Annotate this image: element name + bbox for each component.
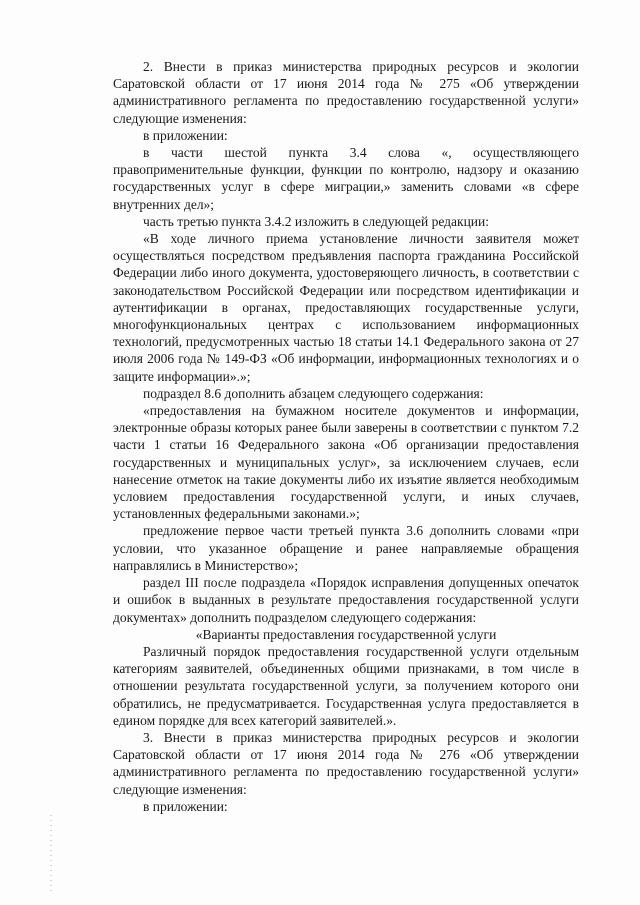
subheading-service-variants: «Варианты предоставления государственной услуги [195, 626, 497, 642]
paragraph-item-2: 2. Внести в приказ министерства природных ресурсов и экологии Саратовской области от 17 июня 2014 года № 275 «Об утверждении административного регламента по предоставлению государственной услуги» следующие изменения: [113, 59, 579, 126]
paragraph-sentence-first: предложение первое части третьей пункта 3.6 дополнить словами «при условии, что указанное обращение и ранее направляемые обращения направлялись в Министерство»; [113, 523, 579, 573]
paragraph-quote-personal-reception: «В ходе личного приема установление личности заявителя может осуществляться посредством предъявления паспорта гражданина Российской Федерации либо иного документа, удостоверяющего личность, в соответствии с законодательством Российской Федерации или посредством идентификации и аутентификации в органах, предоставляющих государственные услуги, многофункциональных центрах с использованием информационных технологий, предусмотренных частью 18 статьи 14.1 Федерального закона от 27 июля 2006 года № 149-ФЗ «Об информации, информационных технологиях и о защите информации».»; [113, 231, 579, 384]
paragraph-section-iii: раздел III после подраздела «Порядок исправления допущенных опечаток и ошибок в выданных в результате предоставления государственной услуги документах» дополнить подразделом следующего содержания: [113, 575, 579, 625]
paragraph-in-appendix-2: в приложении: [143, 798, 228, 814]
document-body [113, 58, 579, 815]
paragraph-item-3: 3. Внести в приказ министерства природных ресурсов и экологии Саратовской области от 17 июня 2014 года № 276 «Об утверждении административного регламента по предоставлению государственной услуги» следующие изменения: [113, 729, 579, 797]
scan-margin-artifact [50, 815, 52, 895]
paragraph-subsection-8-6: подраздел 8.6 дополнить абзацем следующего содержания: [143, 385, 484, 401]
paragraph-in-appendix: в приложении: [143, 127, 228, 143]
paragraph-different-order: Различный порядок предоставления государственной услуги отдельным категориям заявителей, объединенных общими признаками, в том числе в отношении результата государственной услуги, за получением которого они обратились, не предусматривается. Государственная услуга предоставляется в едином порядке для всех категорий заявителей.». [113, 643, 579, 728]
paragraph-part-three: часть третью пункта 3.4.2 изложить в следующей редакции: [143, 213, 489, 229]
paragraph-quote-paper-documents: «предоставления на бумажном носителе документов и информации, электронные образы которых ранее были заверены в соответствии с пунктом 7.2 части 1 статьи 16 Федерального закона «Об организации предоставления государственных и муниципальных услуг», за исключением случаев, если нанесение отметок на такие документы либо их изъятие является необходимым условием предоставления государственной услуги, и иных случаев, установленных федеральными законами.»; [113, 403, 579, 522]
paragraph-part-six: в части шестой пункта 3.4 слова «, осуществляющего правоприменительные функции, функции по контролю, надзору и оказанию государственных услуг в сфере миграции,» заменить словами «в сфере внутренних дел»; [113, 145, 579, 212]
